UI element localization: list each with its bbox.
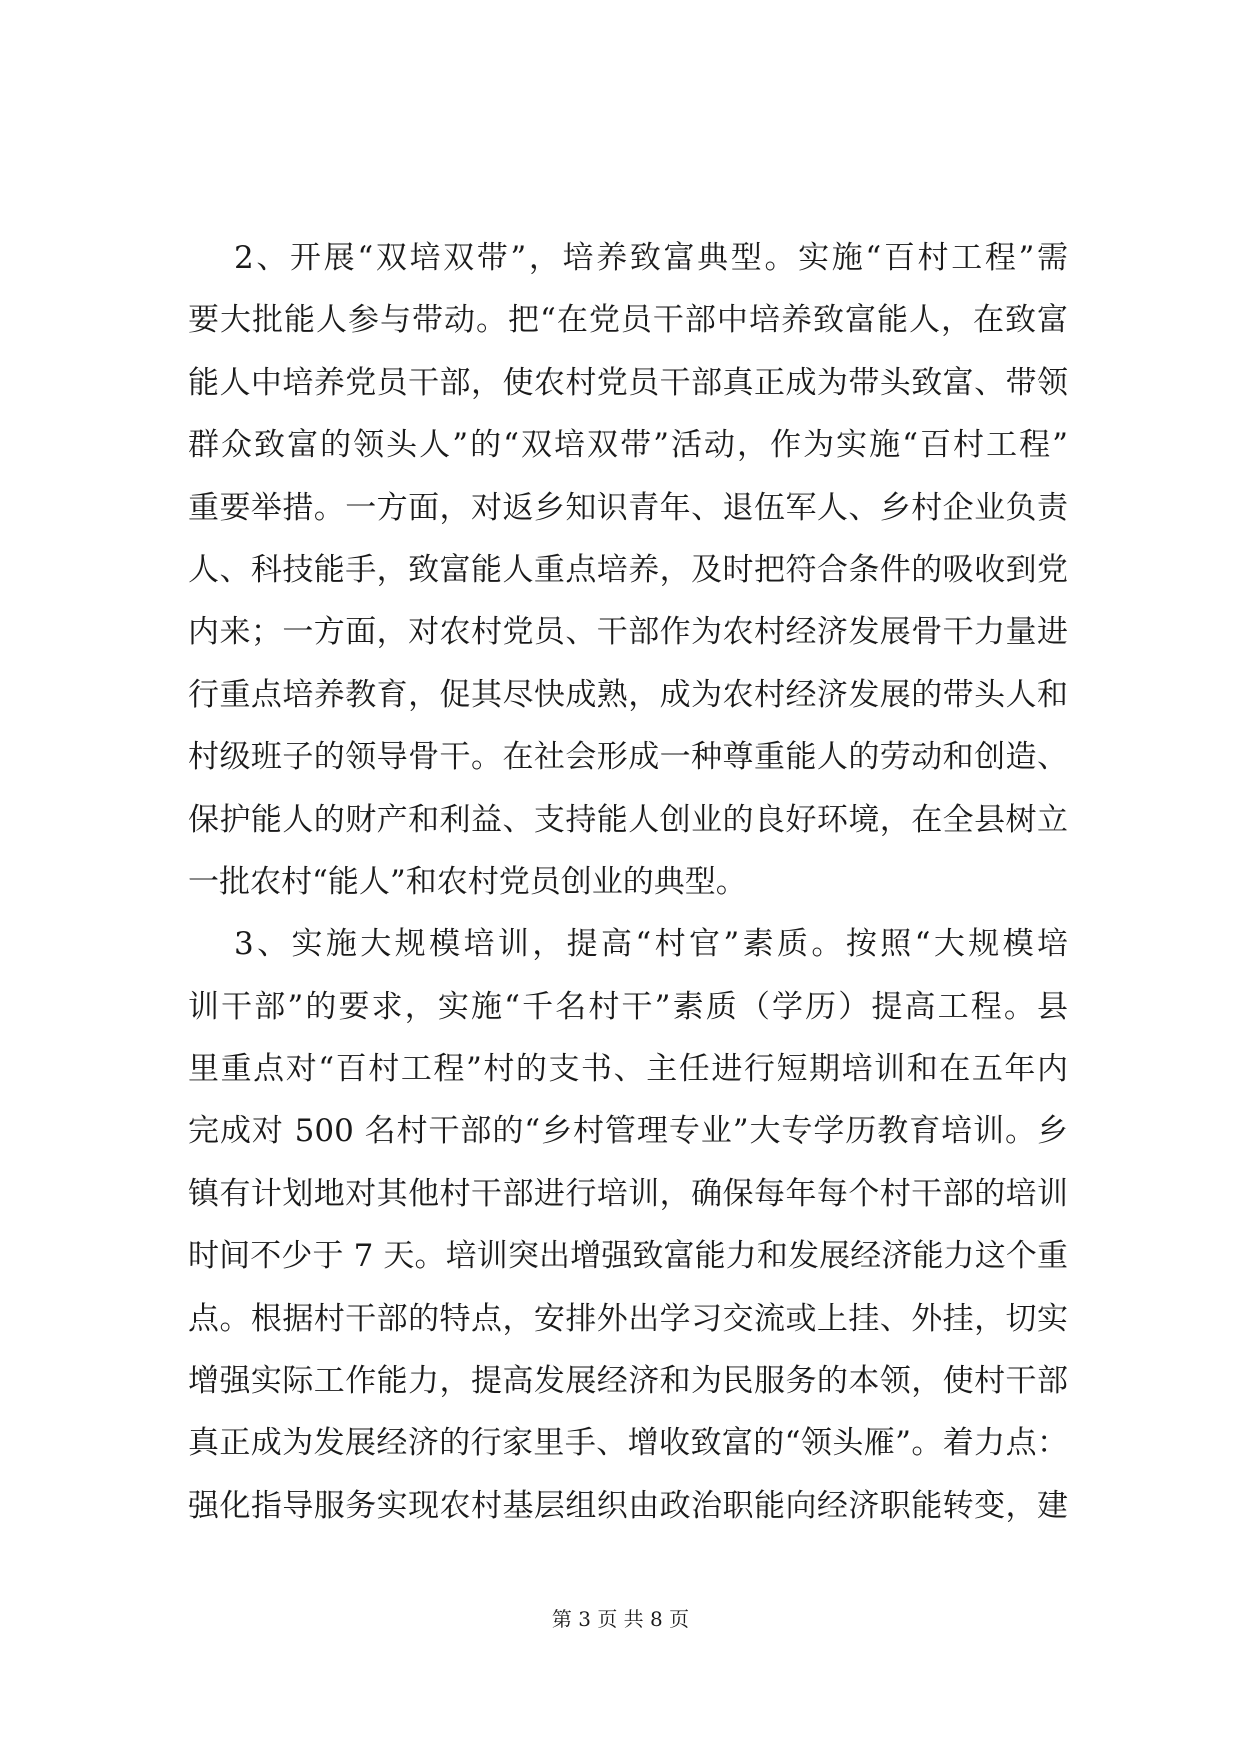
paragraph-line: 村级班子的领导骨干。在社会形成一种尊重能人的劳动和创造、 (188, 739, 1068, 776)
paragraph-line: 群众致富的领头人”的“双培双带”活动，作为实施“百村工程” (188, 427, 1068, 464)
paragraph-line: 内来；一方面，对农村党员、干部作为农村经济发展骨干力量进 (188, 614, 1068, 651)
paragraph-line: 行重点培养教育，促其尽快成熟，成为农村经济发展的带头人和 (188, 676, 1068, 713)
paragraph-line: 能人中培养党员干部，使农村党员干部真正成为带头致富、带领 (188, 364, 1068, 401)
paragraph-line: 一批农村“能人”和农村党员创业的典型。 (188, 863, 747, 900)
paragraph-line: 2、开展“双培双带”，培养致富典型。实施“百村工程”需 (234, 240, 1068, 276)
paragraph-3 (188, 913, 1068, 1537)
paragraph-line: 里重点对“百村工程”村的支书、主任进行短期培训和在五年内 (188, 1051, 1068, 1088)
paragraph-line: 要大批能人参与带动。把“在党员干部中培养致富能人，在致富 (188, 302, 1068, 339)
paragraph-line: 时间不少于 7 天。培训突出增强致富能力和发展经济能力这个重 (188, 1238, 1068, 1275)
paragraph-2 (188, 227, 1068, 913)
paragraph-line: 强化指导服务实现农村基层组织由政治职能向经济职能转变，建 (188, 1487, 1068, 1524)
paragraph-line: 真正成为发展经济的行家里手、增收致富的“领头雁”。着力点： (188, 1425, 1068, 1462)
paragraph-line: 3、实施大规模培训，提高“村官”素质。按照“大规模培 (234, 926, 1068, 963)
paragraph-line: 重要举措。一方面，对返乡知识青年、退伍军人、乡村企业负责 (188, 489, 1068, 526)
paragraph-line: 增强实际工作能力，提高发展经济和为民服务的本领，使村干部 (188, 1363, 1068, 1400)
document-body (188, 227, 1068, 1537)
paragraph-line: 点。根据村干部的特点，安排外出学习交流或上挂、外挂，切实 (188, 1300, 1068, 1337)
paragraph-line: 训干部”的要求，实施“千名村干”素质（学历）提高工程。县 (188, 988, 1068, 1025)
page-number-footer: 第 3 页 共 8 页 (551, 1607, 690, 1631)
paragraph-line: 镇有计划地对其他村干部进行培训，确保每年每个村干部的培训 (188, 1175, 1068, 1212)
paragraph-line: 保护能人的财产和利益、支持能人创业的良好环境，在全县树立 (188, 801, 1068, 838)
paragraph-line: 人、科技能手，致富能人重点培养，及时把符合条件的吸收到党 (188, 551, 1068, 588)
paragraph-line: 完成对 500 名村干部的“乡村管理专业”大专学历教育培训。乡 (188, 1113, 1068, 1150)
